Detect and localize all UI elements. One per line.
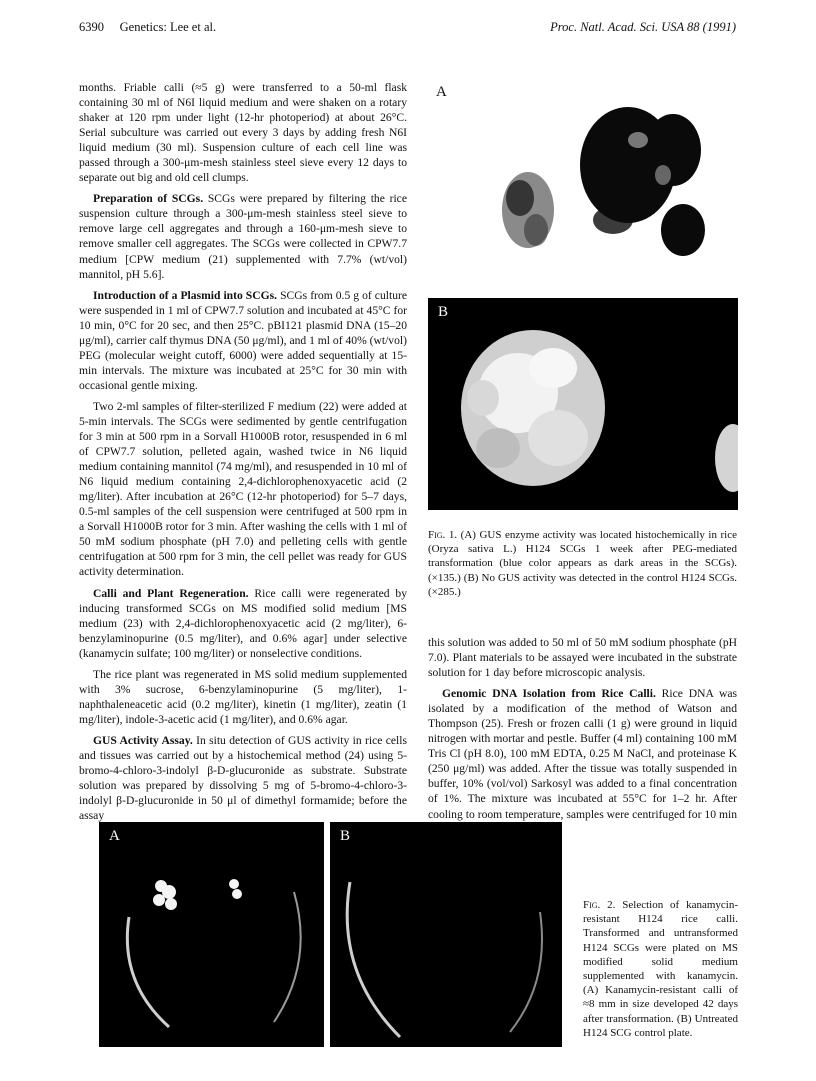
- page-number-and-section: [79, 20, 216, 35]
- journal-citation: Proc. Natl. Acad. Sci. USA 88 (1991): [550, 20, 736, 34]
- figure2-caption: [583, 898, 738, 1040]
- paragraph: [79, 733, 407, 823]
- control-plate: [330, 822, 562, 1047]
- figure1-caption: [428, 528, 737, 599]
- page-number: 6390: [79, 20, 104, 34]
- edge-cell: [715, 424, 738, 492]
- control-scg-image: [428, 298, 738, 510]
- paragraph: months. Friable calli (≈5 g) were transferred to a 50-ml flask containing 30 ml of N6I liquid medium and were shaken on a rotary shaker at 120 rpm under light (12-hr photoperiod) at about 26°C. Serial subculture was carried out every 3 days by adding fresh N6I liquid medium (30 ml). Suspension culture of each cell line was passed through a 300-μm-mesh stainless steel sieve every 12 days to separate out big and old cell clumps.: [79, 81, 407, 185]
- cell-cluster-right: [580, 107, 705, 256]
- caption-text: Selection of kanamycin-resistant H124 rice calli. Transformed and untransformed H124 SCGs were plated on MS modified solid medium supplemented with kanamycin. (A) Kanamycin-resistant calli of ≈8 mm in size developed 42 days after transformation. (B) Untreated H124 SCG control plate.: [583, 899, 738, 1039]
- paragraph-body: In situ detection of GUS activity in rice cells and tissues was carried out by a histochemical method (24) using 5-bromo-4-chloro-3-indolyl β-D-glucuronide as substrate. Substrate solution was prepared by dissolving 5 mg of 5-bromo-4-chloro-3-indolyl β-D-glucuronide in 50 μl of dimethyl formamide; before the assay: [79, 733, 407, 823]
- panel-label: A: [109, 828, 120, 844]
- kanamycin-selection-plate: [99, 822, 324, 1047]
- paragraph: The rice plant was regenerated in MS solid medium supplemented with 3% sucrose, 6-benzylaminopurine (5 mg/liter), 1-naphthaleneacetic acid (0.2 mg/liter), kinetin (1 mg/liter), zeatin (1 mg/liter), indole-3-acetic acid (1 mg/liter), and 0.6% agar.: [79, 667, 407, 726]
- running-header: [79, 20, 736, 42]
- figure1-panel-a: [428, 80, 738, 290]
- gus-stained-scg-image: [428, 80, 738, 290]
- paragraph: Two 2-ml samples of filter-sterilized F medium (22) were added at 5-min intervals. The SCGs were sedimented by gentle centrifugation for 3 min at 500 rpm in a Sorvall H1000B rotor, resuspended in 6 ml of CPW7.7 solution, pelleted again, washed twice in N6 liquid medium containing mannitol (74 mg/ml), and resuspended in 10 ml of N6 liquid medium containing 2,4-dichlorophenoxyacetic acid (2 mg/liter). After incubation at 26°C (12-hr photoperiod) for 5–7 days, 0.5-ml samples of the cell suspension were centrifuged at 500 rpm in a Sorvall H1000B rotor for 3 min. After washing the cells with 1 ml of 50 mM sodium phosphate (pH 7.0) and pelleting cells with gentle centrifugation at 500 rpm for 3 min, the cell pellet was ready for GUS activity determination.: [79, 399, 407, 579]
- figure-number: Fig. 2.: [583, 899, 616, 911]
- section-heading: Genomic DNA Isolation from Rice Calli.: [442, 687, 656, 701]
- caption-text: (A) GUS enzyme activity was located histochemically in rice (Oryza sativa L.) H124 SCGs 1 week after PEG-mediated transformation (blue color appears as dark areas in the SCGs). (×135.) (B) No GUS activity was detected in the control H124 SCGs. (×285.): [428, 529, 737, 598]
- paragraph-body: SCGs were prepared by filtering the rice suspension culture through a 300-μm-mesh stainless steel sieve to remove large cell aggregates and through a 160-μm-mesh sieve to remove smaller cell aggregates. The SCGs were collected in CPW7.7 medium [CPW medium (21) supplemented with 7.7% (wt/vol) mannitol, pH 5.6].: [79, 192, 407, 281]
- panel-label: B: [340, 828, 351, 844]
- paragraph-body: Rice DNA was isolated by a modification of the method of Watson and Thompson (25). Fresh or frozen calli (1 g) were ground in liquid nitrogen with mortar and pestle. Buffer (4 ml) containing 100 mM Tris Cl (pH 8.0), 100 mM EDTA, 0.25 M NaCl, and proteinase K (250 μg/ml) was added. After the tissue was totally suspended in buffer, 10% (vol/vol) Sarkosyl was added to a final concentration of 1%. The mixture was incubated at 55°C for 1–2 hr. After cooling to room temperature, samples were centrifuged for 10 min: [428, 687, 738, 821]
- section-heading: Preparation of SCGs.: [93, 192, 204, 206]
- resistant-calli: [153, 879, 242, 910]
- paragraph: [79, 191, 407, 281]
- paragraph: [79, 288, 407, 393]
- panel-label: A: [436, 84, 447, 100]
- paragraph-body: Rice calli were regenerated by inducing transformed SCGs on MS modified solid medium [MS medium (23) with 2,4-dichlorophenoxyacetic acid (2 mg/liter), 6-benzylaminopurine (0.5 mg/liter), and 0.6% agar] under selective (kanamycin sulfate; 100 mg/liter) or nonselective conditions.: [79, 586, 407, 660]
- figure2-panel-a: [99, 822, 324, 1047]
- section-heading: Introduction of a Plasmid into SCGs.: [93, 288, 278, 302]
- figure2-panel-b: [330, 822, 562, 1047]
- section-heading: GUS Activity Assay.: [93, 733, 193, 747]
- cell-cluster-left: [502, 172, 554, 248]
- panel-label: B: [438, 304, 449, 320]
- cell-aggregate: [461, 330, 605, 486]
- section-title: Genetics: Lee et al.: [119, 20, 217, 34]
- figure-number: Fig. 1.: [428, 529, 458, 541]
- paragraph: this solution was added to 50 ml of 50 mM sodium phosphate (pH 7.0). Plant materials to be assayed were incubated in the substrate solution for 1 day before microscopic analysis.: [428, 636, 737, 680]
- paragraph-body: SCGs from 0.5 g of culture were suspended in 1 ml of CPW7.7 solution and incubated at 45°C for 10 min, 0°C for 20 sec, and then 25°C. pBI121 plasmid DNA (15–20 μg/ml), carrier calf thymus DNA (50 μg/ml), and 1 ml of 40% (wt/vol) PEG (molecular weight cutoff, 6000) were added sequentially at 15-min intervals. The mixture was incubated at 25°C for 30 min with occasional gentle mixing.: [79, 288, 407, 392]
- paragraph: [428, 686, 737, 836]
- paragraph: [79, 586, 407, 661]
- section-heading: Calli and Plant Regeneration.: [93, 586, 249, 600]
- left-text-column: [79, 80, 407, 823]
- figure1-panel-b: [428, 298, 738, 510]
- right-text-column: [428, 635, 737, 837]
